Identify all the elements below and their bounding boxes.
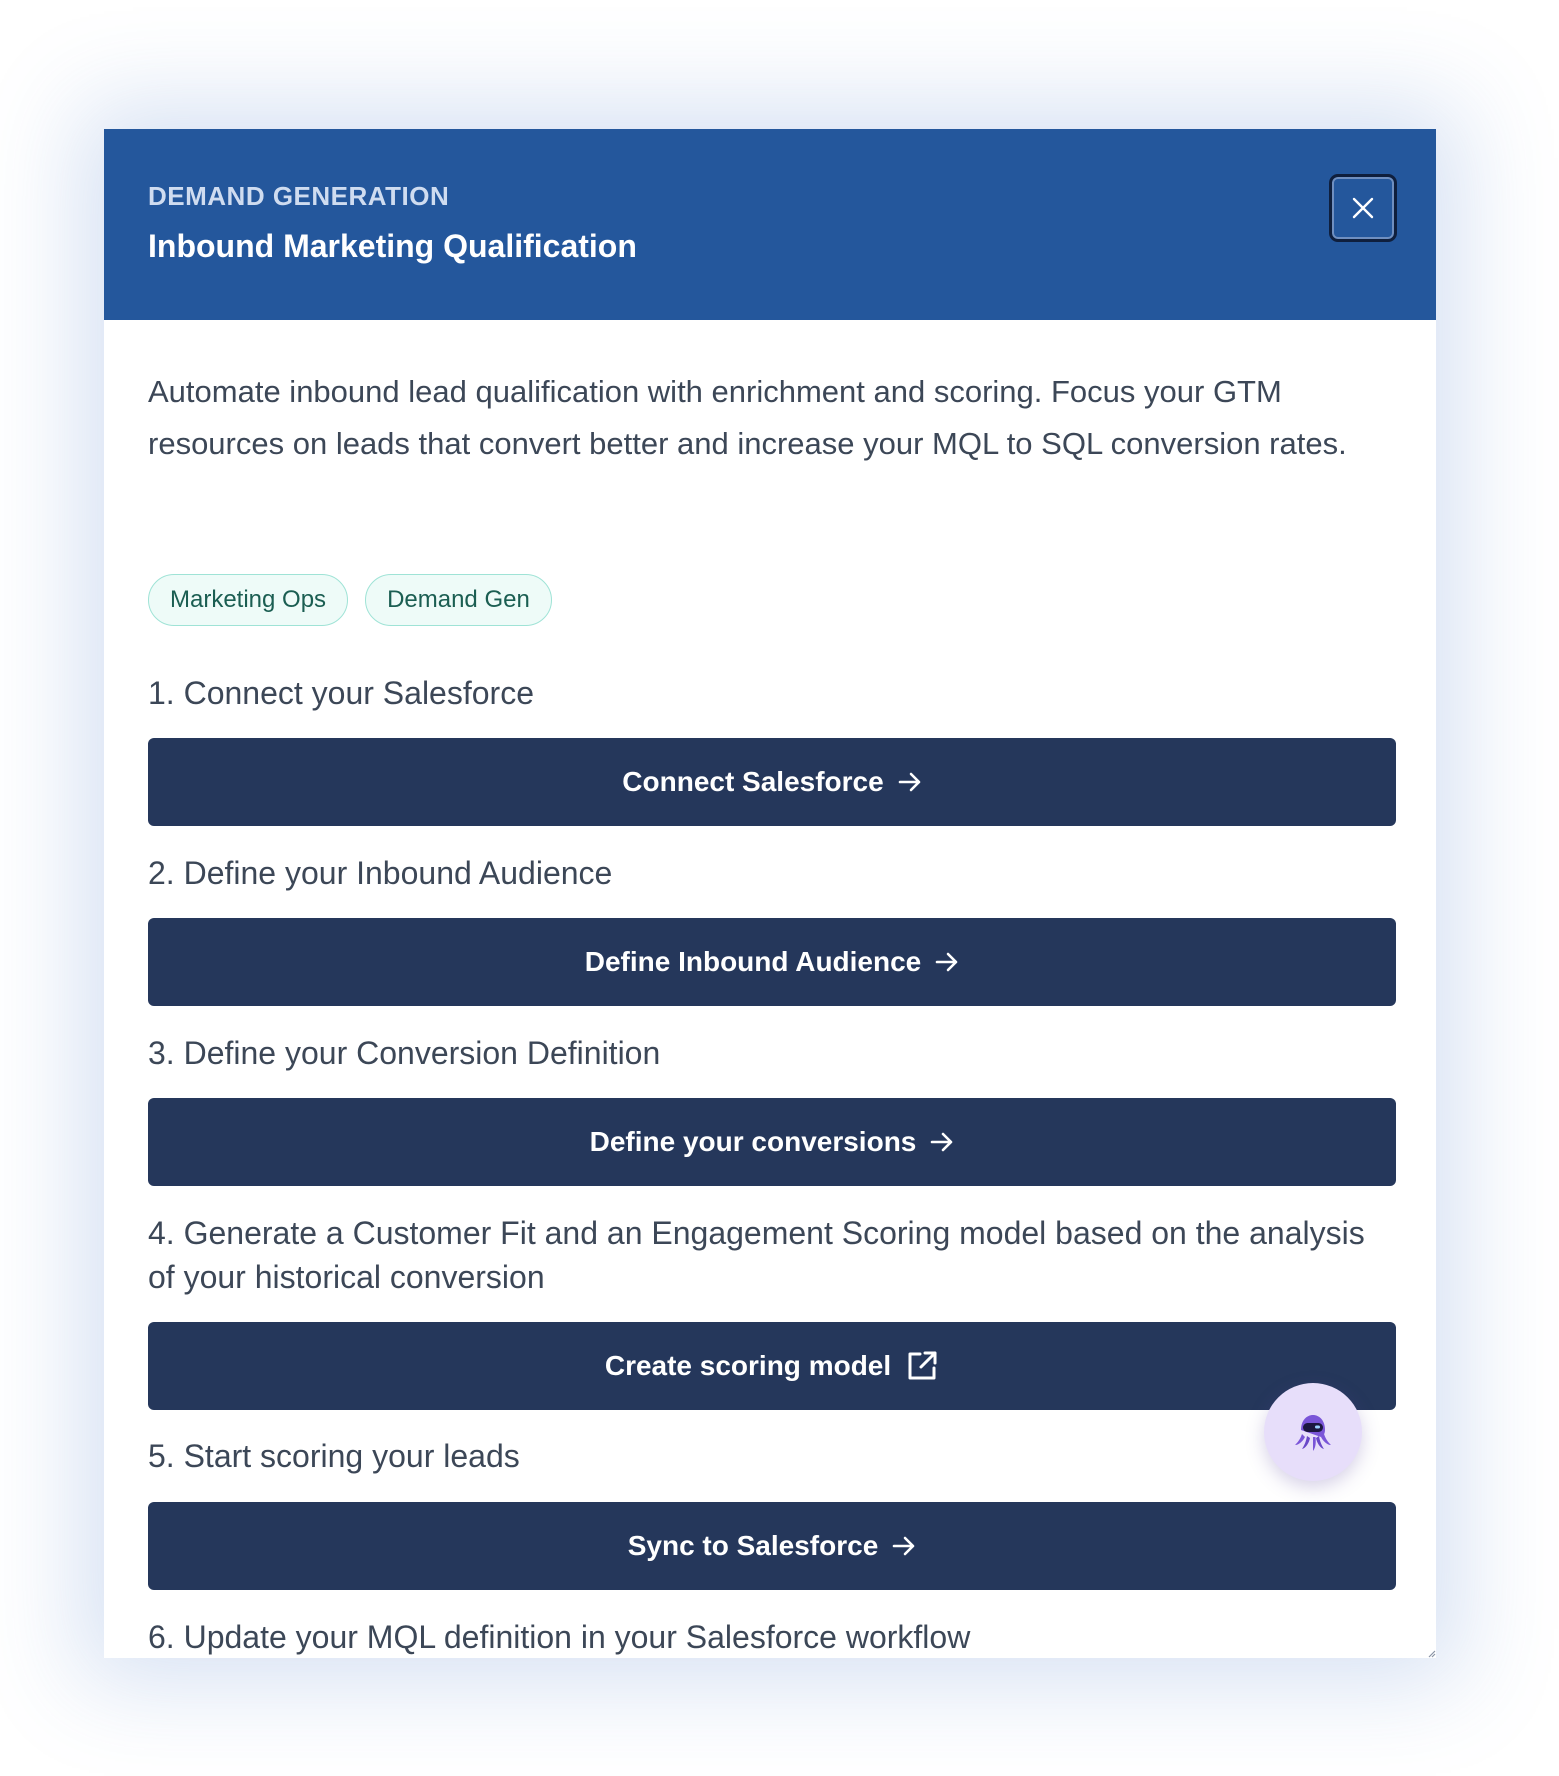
define-inbound-audience-button[interactable] [148,918,1396,1006]
octopus-bot-icon [1291,1410,1335,1454]
modal-eyebrow: DEMAND GENERATION [148,181,450,211]
arrow-right-icon [892,1536,916,1556]
arrow-right-icon [930,1132,954,1152]
resize-handle-icon[interactable] [1426,1648,1436,1658]
tag-list [148,574,552,626]
arrow-right-icon [898,772,922,792]
create-scoring-model-button[interactable] [148,1322,1396,1410]
modal-title: Inbound Marketing Qualification [148,228,637,264]
close-icon [1352,197,1374,219]
step-6-label: 6. Update your MQL definition in your Salesforce workflow [148,1619,971,1655]
sync-to-salesforce-button-label: Sync to Salesforce [627,1530,879,1561]
close-button[interactable] [1329,174,1397,242]
step-3-label: 3. Define your Conversion Definition [148,1035,661,1071]
create-scoring-model-button-label: Create scoring model [604,1350,892,1381]
step-5-label: 5. Start scoring your leads [148,1438,520,1474]
modal-dialog [104,129,1436,1658]
modal-header [104,129,1436,320]
step-4-label: 4. Generate a Customer Fit and an Engagement Scoring model based on the analysis of your historical conversion [148,1215,1365,1295]
tag-demand-gen: Demand Gen [365,574,552,626]
step-2-label: 2. Define your Inbound Audience [148,855,613,891]
tag-marketing-ops: Marketing Ops [148,574,348,626]
connect-salesforce-button[interactable] [148,738,1396,826]
external-link-icon [905,1349,939,1383]
arrow-right-icon [935,952,959,972]
sync-to-salesforce-button[interactable] [148,1502,1396,1590]
step-1-label: 1. Connect your Salesforce [148,675,534,711]
modal-description: Automate inbound lead qualification with enrichment and scoring. Focus your GTM resources on leads that convert better and increase your MQL to SQL conversion rates. [148,374,1347,461]
define-conversions-button-label: Define your conversions [589,1126,917,1157]
connect-salesforce-button-label: Connect Salesforce [622,766,884,797]
assistant-launcher-button[interactable] [1264,1383,1362,1481]
define-conversions-button[interactable] [148,1098,1396,1186]
define-inbound-audience-button-label: Define Inbound Audience [584,946,922,977]
